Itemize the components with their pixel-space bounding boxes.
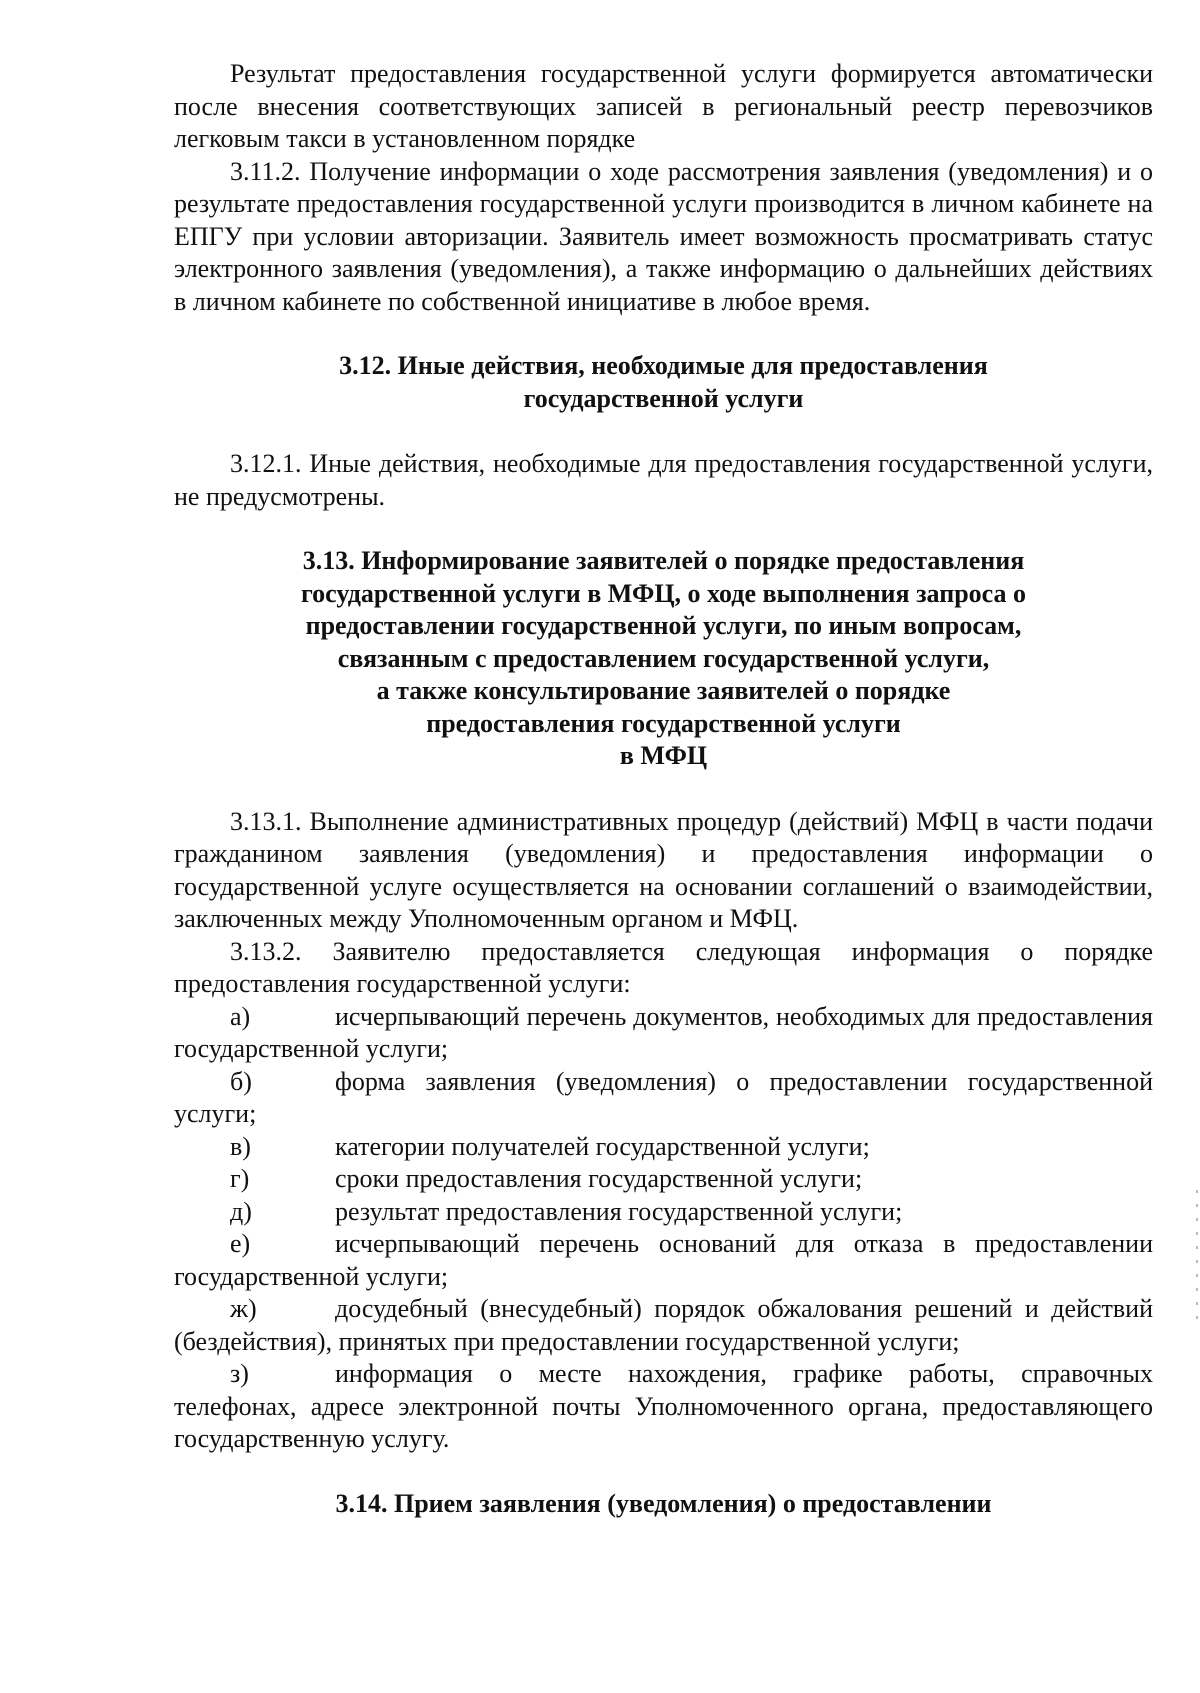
list-item-letter: б) <box>230 1066 252 1096</box>
list-item <box>174 1196 1153 1229</box>
heading-3-13-line: а также консультирование заявителей о порядке <box>376 676 951 705</box>
scan-margin-marks <box>1196 1190 1198 1330</box>
info-list <box>174 1001 1153 1456</box>
list-item-letter: в) <box>230 1131 251 1161</box>
list-item-text: досудебный (внесудебный) порядок обжалования решений и действий (бездействия), принятых при предоставлении государственной услуги; <box>174 1294 1153 1356</box>
heading-3-12-line1: 3.12. Иные действия, необходимые для предоставления <box>339 351 988 380</box>
paragraph-3-13-2: 3.13.2. Заявителю предоставляется следующая информация о порядке предоставления государственной услуги: <box>174 936 1153 998</box>
paragraph-3-13-1: 3.13.1. Выполнение административных процедур (действий) МФЦ в части подачи гражданином заявления (уведомления) и предоставления информации о государственной услуге осуществляется на основании соглашений о взаимодействии, заключенных между Уполномоченным органом и МФЦ. <box>174 806 1153 933</box>
list-item-text: информация о месте нахождения, графике работы, справочных телефонах, адресе электронной почты Уполномоченного органа, предоставляющего государственную услугу. <box>174 1359 1153 1453</box>
list-item-letter: ж) <box>230 1294 257 1323</box>
list-item-letter: г) <box>230 1164 250 1193</box>
heading-3-12 <box>174 350 1153 415</box>
list-item-letter: а) <box>230 1001 251 1031</box>
list-item-text: форма заявления (уведомления) о предоставлении государственной услуги; <box>174 1066 1153 1128</box>
list-item <box>174 1001 1153 1066</box>
list-item <box>174 1163 1153 1196</box>
paragraph-3-11-2: 3.11.2. Получение информации о ходе рассмотрения заявления (уведомления) и о результате предоставления государственной услуги производится в личном кабинете на ЕПГУ при условии авторизации. Заявитель имеет возможность просматривать статус электронного заявления (уведомления), а также информацию о дальнейших действиях в личном кабинете по собственной инициативе в любое время. <box>174 156 1153 316</box>
heading-3-13-line: государственной услуги в МФЦ, о ходе выполнения запроса о <box>300 578 1027 608</box>
list-item-letter: з) <box>230 1359 249 1388</box>
list-item-text: результат предоставления государственной услуги; <box>335 1196 903 1226</box>
heading-3-13-line: связанным с предоставлением государственной услуги, <box>337 643 990 673</box>
heading-3-14 <box>174 1488 1153 1521</box>
list-item-letter: е) <box>230 1229 251 1258</box>
list-item-letter: д) <box>230 1196 252 1226</box>
heading-3-12-line2: государственной услуги <box>523 383 804 413</box>
heading-3-13-line: предоставления государственной услуги <box>426 708 901 738</box>
heading-3-13-line: предоставлении государственной услуги, по иным вопросам, <box>305 611 1022 640</box>
list-item-text: исчерпывающий перечень оснований для отказа в предоставлении государственной услуги; <box>174 1229 1153 1291</box>
list-item <box>174 1131 1153 1164</box>
paragraph-3-12-1: 3.12.1. Иные действия, необходимые для предоставления государственной услуги, не предусмотрены. <box>174 449 1153 511</box>
heading-3-14-line1: 3.14. Прием заявления (уведомления) о предоставлении <box>335 1488 992 1518</box>
heading-3-13-line: 3.13. Информирование заявителей о порядке предоставления <box>302 546 1025 575</box>
heading-3-13-line: в МФЦ <box>619 741 708 770</box>
paragraph-result: Результат предоставления государственной услуги формируется автоматически после внесения соответствующих записей в региональный реестр перевозчиков легковым такси в установленном порядке <box>174 59 1153 153</box>
list-item <box>174 1066 1153 1131</box>
document-page <box>174 58 1153 1520</box>
list-item <box>174 1228 1153 1293</box>
list-item-text: категории получателей государственной услуги; <box>335 1131 870 1161</box>
list-item <box>174 1358 1153 1456</box>
list-item-text: исчерпывающий перечень документов, необходимых для предоставления государственной услуги; <box>174 1001 1153 1063</box>
list-item-text: сроки предоставления государственной услуги; <box>335 1164 863 1193</box>
heading-3-13 <box>174 545 1153 773</box>
list-item <box>174 1293 1153 1358</box>
